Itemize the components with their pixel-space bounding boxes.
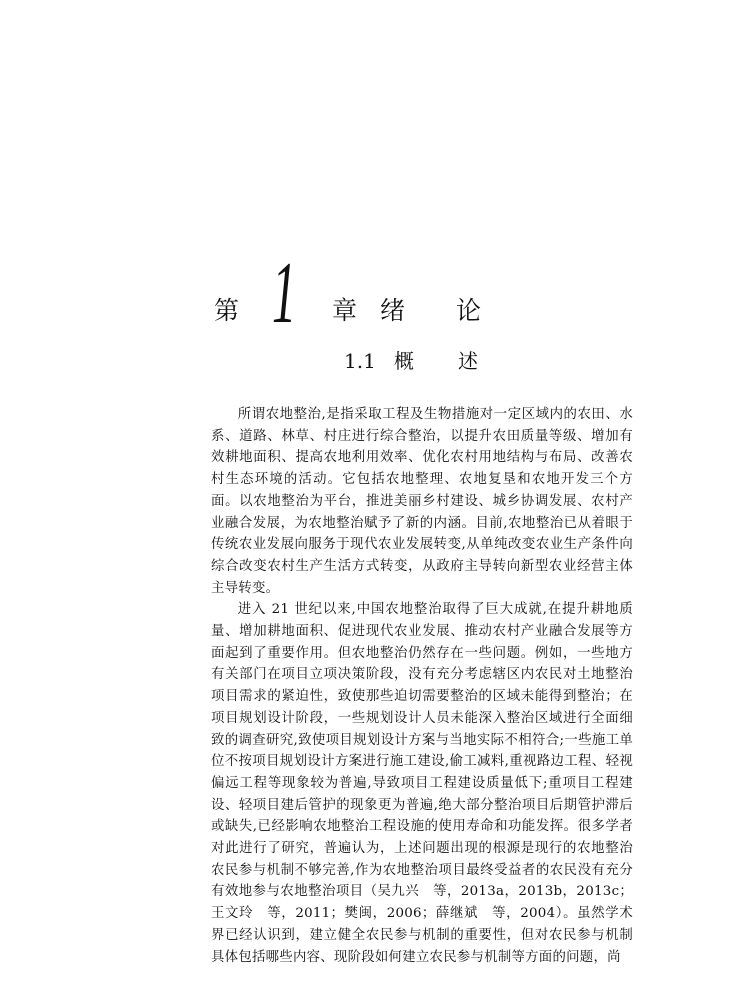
section-heading	[330, 349, 510, 375]
chapter-prefix: 第	[214, 296, 240, 325]
chapter-title-part1: 绪	[380, 296, 406, 325]
chapter-suffix: 章	[332, 296, 358, 325]
chapter-title-part2: 论	[456, 296, 482, 325]
body-text	[211, 404, 633, 968]
paragraph: 所谓农地整治,是指采取工程及生物措施对一定区域内的农田、水系、道路、林草、村庄进行综合整治，以提升农田质量等级、增加有效耕地面积、提高农地利用效率、优化农村用地结构与布局、改善农村生态环境的活动。它包括农地整理、农地复垦和农地开发三个方面。以农地整治为平台，推进美丽乡村建设、城乡协调发展、农村产业融合发展，为农地整治赋予了新的内涵。目前,农地整治已从着眼于传统农业发展向服务于现代农业发展转变,从单纯改变农业生产条件向综合改变农村生产生活方式转变，从政府主导转向新型农业经营主体主导转变。	[211, 407, 633, 596]
chapter-heading	[214, 245, 514, 342]
paragraph: 进入 21 世纪以来,中国农地整治取得了巨大成就,在提升耕地质量、增加耕地面积、促进现代农业发展、推动农村产业融合发展等方面起到了重要作用。但农地整治仍然存在一些问题。例如，一些地方有关部门在项目立项决策阶段，没有充分考虑辖区内农民对土地整治项目需求的紧迫性，致使那些迫切需要整治的区域未能得到整治；在项目规划设计阶段，一些规划设计人员未能深入整治区域进行全面细致的调查研究,致使项目规划设计方案与当地实际不相符合;一些施工单位不按项目规划设计方案进行施工建设,偷工减料,重视路边工程、轻视偏远工程等现象较为普遍,导致项目工程建设质量低下;重项目工程建设、轻项目建后管护的现象更为普遍,绝大部分整治项目后期管护滞后或缺失,已经影响农地整治工程设施的使用寿命和功能发挥。很多学者对此进行了研究，普遍认为，上述问题出现的根源是现行的农地整治农民参与机制不够完善,作为农地整治项目最终受益者的农民没有充分有效地参与农地整治项目（吴九兴 等，2013a，2013b，2013c；王文玲 等，2011；樊闽，2006；薛继斌 等，2004）。虽然学术界已经认识到，建立健全农民参与机制的重要性，但对农民参与机制具体包括哪些内容、现阶段如何建立农民参与机制等方面的问题，尚	[211, 602, 633, 965]
section-number: 1.1	[344, 349, 376, 373]
section-title-part2: 述	[458, 349, 478, 373]
chapter-number: 1	[272, 245, 297, 342]
section-title-part1: 概	[394, 349, 414, 373]
